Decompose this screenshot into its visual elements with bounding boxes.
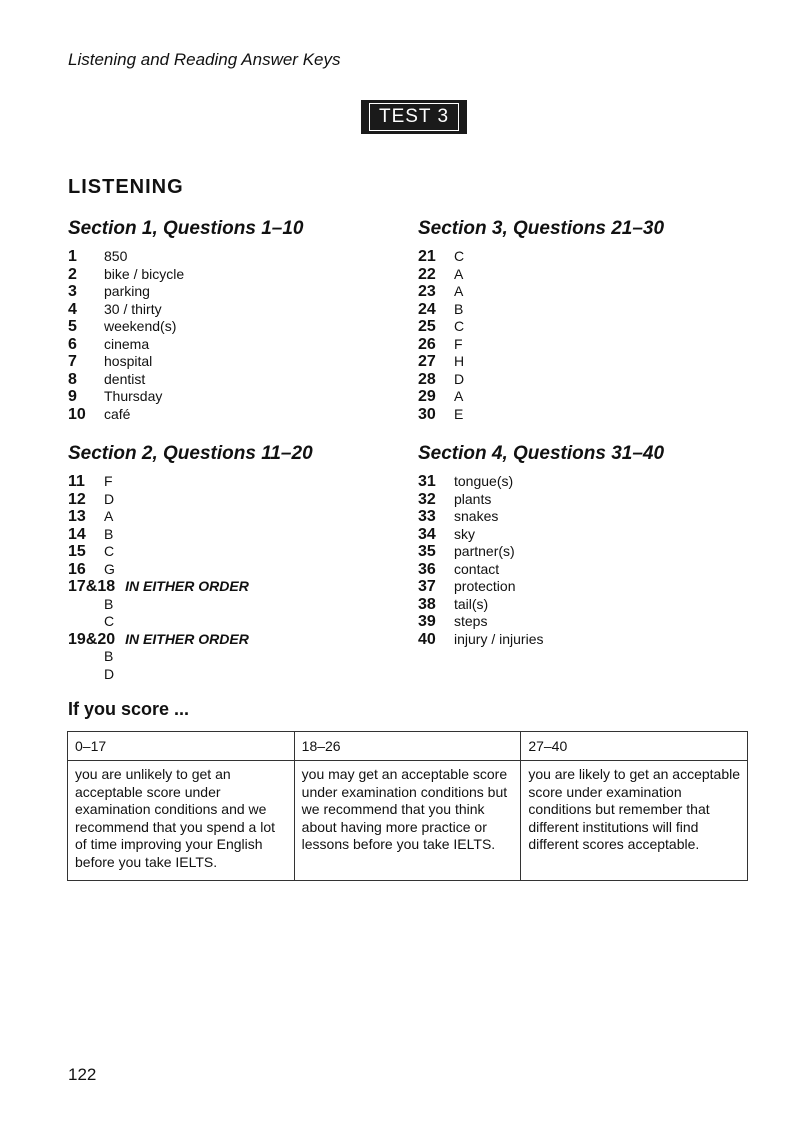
answer-row	[68, 301, 184, 319]
answer-text: C	[104, 613, 115, 629]
question-number: 11	[68, 473, 85, 490]
answer-row	[418, 473, 543, 491]
question-number: 28	[418, 370, 436, 388]
answer-row	[418, 266, 464, 284]
page-number: 122	[68, 1065, 97, 1084]
answer-text: bike / bicycle	[104, 265, 185, 282]
question-number: 32	[418, 490, 436, 508]
question-number: 2	[68, 265, 77, 283]
answer-pair-row	[68, 631, 249, 649]
answer-text: B	[104, 525, 114, 542]
question-number: 4	[68, 300, 77, 318]
running-header: Listening and Reading Answer Keys	[68, 50, 341, 69]
question-number: 36	[418, 560, 436, 578]
answer-row	[418, 613, 543, 631]
answer-text: H	[454, 353, 465, 369]
score-description-row	[68, 761, 748, 881]
question-number: 29	[418, 388, 436, 405]
answer-text: steps	[454, 613, 488, 629]
question-number: 39	[418, 613, 436, 630]
answer-text: Thursday	[104, 388, 163, 404]
score-heading: If you score ...	[68, 699, 190, 719]
question-number: 19&20	[68, 630, 116, 648]
either-order-note: IN EITHER ORDER	[125, 630, 249, 647]
answer-row	[418, 301, 464, 319]
answer-row	[418, 561, 543, 579]
answer-text: A	[454, 283, 464, 299]
answer-text: D	[454, 370, 465, 387]
answer-text: A	[454, 388, 464, 404]
answer-pair-row	[68, 578, 249, 596]
answer-row	[68, 473, 249, 491]
answer-text: B	[454, 300, 464, 317]
section-4-answers	[418, 473, 543, 648]
test-badge	[361, 100, 467, 134]
answer-row	[418, 371, 464, 389]
question-number: 26	[418, 335, 436, 353]
section-2-answers	[68, 473, 249, 683]
answer-row	[418, 526, 543, 544]
answer-row	[68, 543, 249, 561]
score-range-cell: 18–26	[294, 732, 521, 761]
question-number: 6	[68, 335, 77, 353]
section-1-title: Section 1, Questions 1–10	[68, 218, 304, 239]
answer-text: A	[454, 265, 464, 282]
answer-row	[68, 596, 249, 614]
answer-row	[68, 666, 249, 684]
answer-text: C	[454, 318, 465, 334]
answer-text: C	[454, 248, 465, 264]
question-number: 7	[68, 353, 77, 370]
answer-text: hospital	[104, 353, 153, 369]
score-table	[67, 731, 748, 881]
section-4-title: Section 4, Questions 31–40	[418, 443, 665, 464]
question-number: 30	[418, 405, 436, 423]
question-number: 35	[418, 543, 436, 560]
answer-text: sky	[454, 525, 475, 542]
section-3-answers	[418, 248, 464, 423]
answer-text: tail(s)	[454, 595, 489, 612]
answer-row	[418, 283, 464, 301]
answer-text: contact	[454, 560, 500, 577]
answer-text: 850	[104, 248, 128, 264]
score-range-cell: 27–40	[521, 732, 748, 761]
answer-text: cinema	[104, 335, 150, 352]
answer-row	[68, 371, 184, 389]
question-number: 33	[418, 508, 436, 525]
either-order-note: IN EITHER ORDER	[125, 578, 249, 594]
question-number: 16	[68, 560, 86, 578]
answer-row	[418, 596, 543, 614]
answer-row	[418, 578, 543, 596]
answer-row	[68, 491, 249, 509]
answer-row	[68, 336, 184, 354]
question-number: 13	[68, 508, 86, 525]
answer-row	[418, 353, 464, 371]
answer-row	[68, 648, 249, 666]
question-number: 3	[68, 283, 77, 300]
question-number: 1	[68, 248, 77, 265]
answer-row	[418, 491, 543, 509]
answer-row	[68, 283, 184, 301]
answer-row	[418, 543, 543, 561]
answer-text: weekend(s)	[104, 318, 177, 334]
answer-row	[68, 248, 184, 266]
question-number: 37	[418, 578, 436, 595]
answer-text: D	[104, 490, 115, 507]
question-number: 9	[68, 388, 77, 405]
answer-row	[418, 336, 464, 354]
question-number: 34	[418, 525, 436, 543]
answer-text: G	[104, 560, 115, 577]
section-1-answers	[68, 248, 184, 423]
answer-text: café	[104, 405, 131, 422]
answer-text: B	[104, 648, 114, 664]
test-badge-label: TEST 3	[369, 103, 459, 131]
answer-text: protection	[454, 578, 516, 594]
question-number: 17&18	[68, 578, 116, 595]
question-number: 15	[68, 543, 86, 560]
answer-row	[418, 631, 543, 649]
answer-text: snakes	[454, 508, 499, 524]
answer-row	[68, 561, 249, 579]
answer-text: F	[454, 335, 463, 352]
answer-row	[68, 613, 249, 631]
answer-text: tongue(s)	[454, 473, 514, 489]
question-number: 25	[418, 318, 436, 335]
question-number: 8	[68, 370, 77, 388]
answer-row	[68, 526, 249, 544]
answer-text: F	[104, 473, 113, 489]
answer-text: injury / injuries	[454, 630, 544, 647]
answer-row	[68, 318, 184, 336]
question-number: 10	[68, 405, 86, 423]
answer-text: E	[454, 405, 464, 422]
answer-text: plants	[454, 490, 492, 507]
question-number: 12	[68, 490, 86, 508]
question-number: 23	[418, 283, 436, 300]
question-number: 24	[418, 300, 436, 318]
question-number: 21	[418, 248, 436, 265]
score-description-cell: you may get an acceptable score under examination conditions but we recommend that you think about having more practice or lessons before you take IELTS.	[294, 761, 521, 881]
question-number: 38	[418, 595, 436, 613]
answer-row	[418, 248, 464, 266]
answer-text: partner(s)	[454, 543, 515, 559]
answer-text: D	[104, 665, 115, 682]
answer-row	[68, 388, 184, 406]
answer-text: 30 / thirty	[104, 300, 162, 317]
answer-row	[418, 388, 464, 406]
score-description-cell: you are unlikely to get an acceptable score under examination conditions and we recommend that you spend a lot of time improving your English before you take IELTS.	[68, 761, 295, 881]
answer-row	[68, 353, 184, 371]
answer-row	[68, 266, 184, 284]
question-number: 22	[418, 265, 436, 283]
answer-row	[418, 318, 464, 336]
score-range-row	[68, 732, 748, 761]
answer-text: dentist	[104, 370, 146, 387]
question-number: 40	[418, 630, 436, 648]
question-number: 14	[68, 525, 86, 543]
answer-row	[418, 508, 543, 526]
score-description-cell: you are likely to get an acceptable score under examination conditions but remember that different institutions will find different scores acceptable.	[521, 761, 748, 881]
answer-text: parking	[104, 283, 150, 299]
question-number: 27	[418, 353, 436, 370]
answer-row	[418, 406, 464, 424]
section-2-title: Section 2, Questions 11–20	[68, 443, 313, 464]
section-3-title: Section 3, Questions 21–30	[418, 218, 665, 239]
answer-text: C	[104, 543, 115, 559]
answer-text: B	[104, 595, 114, 612]
answer-row	[68, 406, 184, 424]
listening-heading: LISTENING	[68, 176, 184, 198]
answer-row	[68, 508, 249, 526]
score-range-cell: 0–17	[68, 732, 295, 761]
answer-text: A	[104, 508, 114, 524]
question-number: 31	[418, 473, 436, 490]
question-number: 5	[68, 318, 77, 335]
